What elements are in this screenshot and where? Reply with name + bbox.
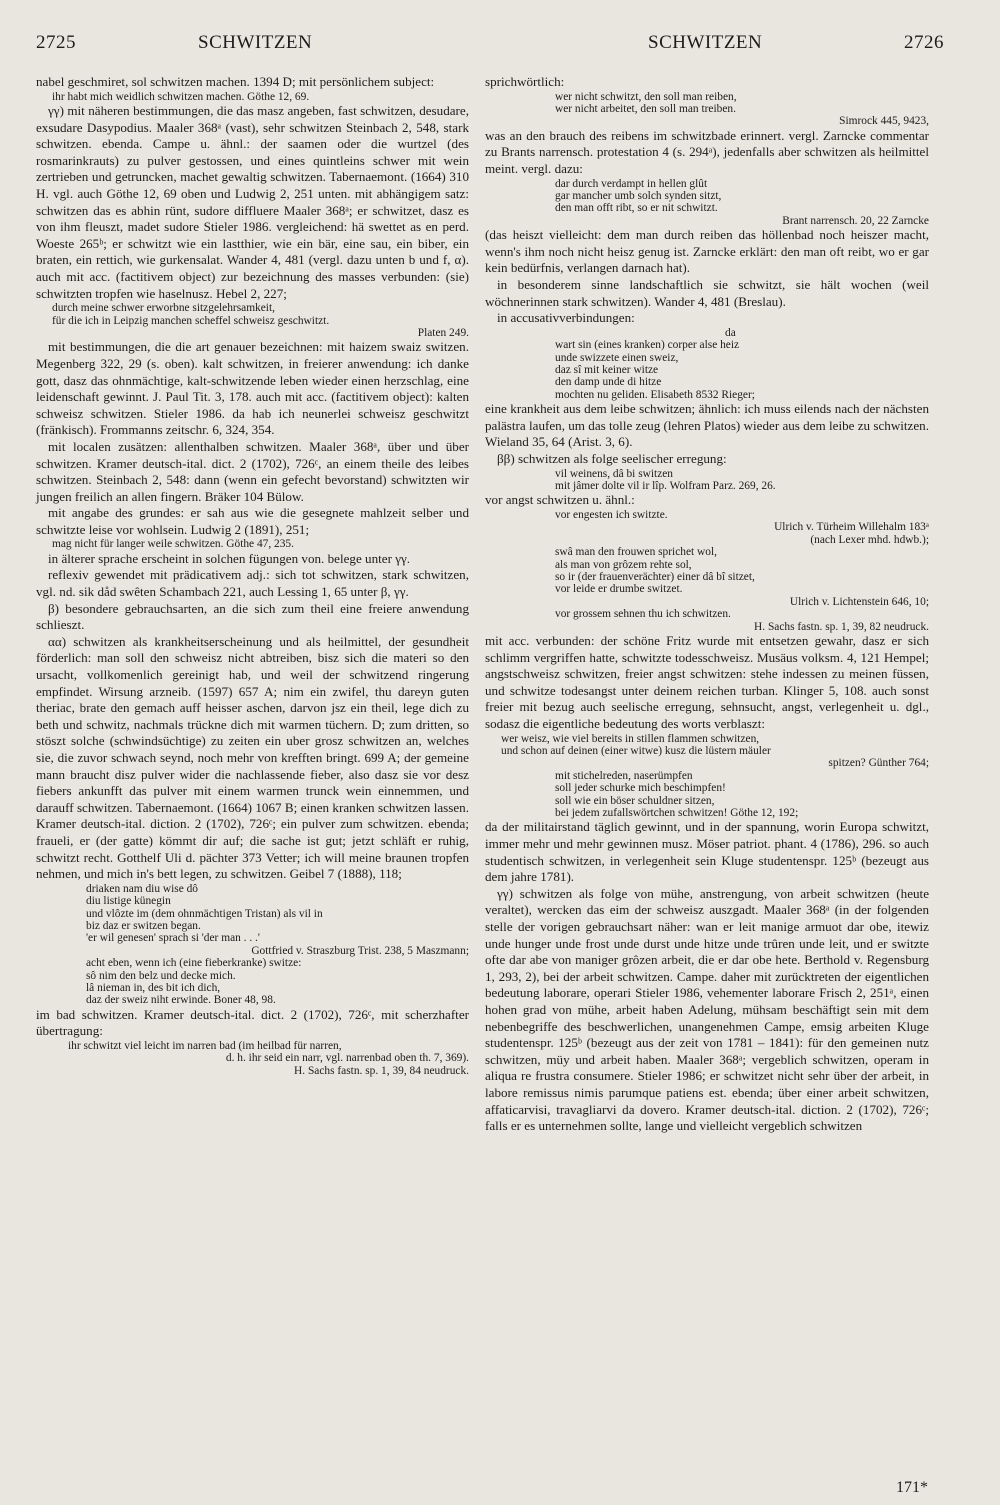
source-ref: Platen 249.	[417, 326, 469, 339]
quote-line: sô nim den belz und decke mich.	[86, 969, 236, 982]
paragraph: mit bestimmungen, die die art genauer bezeichnen: mit haizem swaiz switzen. Megenberg 322, 29 (s. oben). kalt schwitzen, in freierer anwendung: ich danke gott, dasz das ohnmächtige, kalt-schwitzende leben wieder einen herzschlag, eine leidenschaft gewinnt. J. Paul Tit. 3, 178. auch mit acc. (factitivem object): kalten schweisz schwitzen. Stieler 1986. da hab ich neunerlei schweisz geschwitzt (fränkisch). Frommanns zeitschr. 6, 324, 354.	[36, 339, 469, 438]
source-ref: Simrock 445, 9423,	[839, 115, 929, 128]
quote-line: als man von grôzem rehte sol,	[555, 558, 692, 571]
page-number-right: 2726	[904, 32, 944, 53]
quote-line: den damp unde di hitze	[555, 376, 662, 389]
paragraph: mit localen zusätzen: allenthalben schwitzen. Maaler 368ᵃ, über und über schwitzen. Kramer deutsch-ital. dict. 2 (1702), 726ᶜ, an einem theile des leibes schwitzen. Steinbach 2, 548: dann (wenn ein gefecht bevorstand) schwitzten wir jungen freilich an allen fingern. Bräker 104 Bülow.	[36, 438, 469, 504]
page-number-left: 2725	[36, 32, 76, 53]
quote-line: driaken nam diu wise dô	[86, 882, 198, 895]
quote-line: und vlôzte im (dem ohnmächtigen Tristan) als vil in	[86, 907, 323, 920]
paragraph: αα) schwitzen als krankheitserscheinung und als heilmittel, der gesundheit förderlich: man soll den schweisz nicht abtreiben, bisz sich die materi so den ursacht, vollkomenlich gereinigt hab, und weil der schwitzend ringerung empfindet. Wirsung arzneib. (1597) 657 A; nim ein zwifel, thu dareyn guten theriac, brate den gemach auff heisser aschen, darvon jsz ein theil, lege dich zu beth und schwitz, nachmals trückne dich mit warmen tüchern. D; zum dritten, so stöszt solche (schwindsüchtige) zu zeiten ein uber grosz schwitzen an, welches sie, die zuvor schwach seynd, noch mehr von krefften bringt. 699 A; der gemeine mann braucht disz pulver wider die nachlassende fieber, also dasz sie vor desz fiebers ankunfft das pulver mit einem warmen trunck wein einnemmen, und darauff schwitzen. Tabernaemont. (1664) 1067 B; einen kranken schwitzen lassen. Kramer deutsch-ital. diction. 2 (1702), 726ᶜ; ein pulver zum schwitzen. ebenda; fraueli, er (der gatte) kömmt dir auf; die sache ist gut; jetzt schläft er ruhig, schwitzt recht. Gotthelf Uli d. pächter 373 Vetter; ich will meine braunen tropfen nehmen, und mich in's bett legen, zu schwitzen. Geibel 7 (1888), 118;	[36, 633, 469, 882]
paragraph: mit acc. verbunden: der schöne Fritz wurde mit entsetzen gewahr, dasz er sich schlimm vergriffen hatte, schwitzte todesschweisz. Musäus volksm. 4, 121 Hempel; angstschweisz schwitzen, freier angst schwitzen: stehe indessen zu meinen füssen, und schwitze todesangst unter deinem reichen turban. Klinger 5, 108. auch sonst freier mit bezug auch seelische erregung, sehnsucht, angst, verlegenheit u. dgl., sodasz die eigentliche bedeutung des worts verblaszt:	[485, 633, 929, 732]
paragraph: ββ) schwitzen als folge seelischer erregung:	[497, 451, 727, 466]
right-column	[485, 74, 929, 1135]
signature-mark: 171*	[896, 1479, 928, 1496]
paragraph: β) besondere gebrauchsarten, an die sich zum theil eine freiere anwendung schlieszt.	[36, 600, 469, 633]
quote-line: vor engesten ich switzte.	[555, 509, 668, 521]
quote-line: daz sî mit keiner witze	[555, 364, 659, 376]
source-ref: Ulrich v. Lichtenstein 646, 10;	[789, 595, 929, 608]
quote-line: dar durch verdampt in hellen glût	[555, 177, 708, 190]
quote-line: spitzen? Günther 764;	[828, 757, 929, 770]
paragraph: γγ) schwitzen als folge von mühe, anstrengung, von arbeit schwitzen (heute veraltet), wercken das eim der schweisz auszgadt. Maaler 368ᵃ (in der folgenden stelle der vorigen gebrauchsart näher: wan er leit manige armuot dar obe, itewiz unde hunger unde frost unde durst unde hitze unde trûren unde leit, und er switzte ofte dar abe von maniger grôzen arbeit, die er dar obe hete. Berthold v. Regensburg 1, 293, 2), bei der arbeit schwitzen. Campe. daher mit zurücktreten der eigentlichen bedeutung laborare, operari Stieler 1986, vehementer laborare Frisch 2, 251ᵃ, einen hohen grad von mühe, arbeit haben Adelung, mühsam beschäftigt sein mit dem nebenbegriffe des beschwerlichen, unangenehmen Campe, emsig arbeiten Kluge studentenspr. 125ᵇ (bezeugt aus der zeit von 1781 – 1841): für den gemeinen nutz schwitzen, müy und arbeit haben. Maaler 368ᵃ; vergeblich schwitzen, operam in aliqua re frustra consumere. Stieler 1986; er schwitzet nicht sehr über der arbeit, in labore remissus nimis parumque patiens est. ebenda; über einer arbeit schwitzen, affaticarvisi, travagliarvi da dovero. Kramer deutsch-ital. diction. 2 (1702), 726ᶜ; falls er es unternehmen sollte, lange und vielleicht vergeblich schwitzen	[485, 885, 929, 1134]
quote-line: für die ich in Leipzig manchen scheffel schweisz geschwitzt.	[52, 314, 330, 327]
quote-line: mit jâmer dolte vil ir lîp. Wolfram Parz. 269, 26.	[555, 480, 776, 492]
paragraph: nabel geschmiret, sol schwitzen machen. 1394 D; mit persönlichem subject:	[36, 74, 435, 89]
quote-line: den man offt ribt, so er nit schwitzt.	[555, 202, 718, 215]
paragraph: in accusativverbindungen:	[497, 310, 635, 326]
quote-line: lâ nieman in, des bit ich dich,	[86, 982, 221, 994]
source-ref: Gottfried v. Straszburg Trist. 238, 5 Maszmann;	[251, 944, 469, 957]
quote-line: vor grossem sehnen thu ich schwitzen.	[555, 608, 731, 621]
paragraph: vor angst schwitzen u. ähnl.:	[485, 492, 635, 508]
quote-line: unde swizzete einen sweiz,	[555, 351, 679, 364]
quote-line: ihr schwitzt viel leicht im narren bad (im heilbad für narren,	[68, 1040, 342, 1052]
paragraph: (das heiszt vielleicht: dem man durch reiben das höllenbad noch heiszer macht, wenn's ihm noch nicht heisz genug ist. Zarncke erklärt: den man oft reibt, wo er gar kein bedürfnis, verlangen darnach hat).	[485, 227, 929, 276]
paragraph: da der militairstand täglich gewinnt, und in der spannung, worin Europa schwitzt, immer mehr und mehr gewinnen musz. Möser patriot. phant. 4 (1786), 296. so auch studentisch schwitzen, in verlegenheit sein Kluge studentenspr. 125ᵇ (bezeugt aus dem jahre 1781).	[485, 819, 929, 885]
paragraph: γγ) mit näheren bestimmungen, die das masz angeben, fast schwitzen, desudare, exsudare Dasypodius. Maaler 368ᵃ (vast), sehr schwitzen Steinbach 2, 548, stark schwitzen. ebenda. Campe u. ähnl.: der saamen oder die wurtzel (des rosmarinkrauts) zu pulver gestossen, und eines quintleins schwer mit wein zertrieben und getruncken, machet gewaltig schwitzen. Tabernaemont. (1664) 310 H. vgl. auch Göthe 12, 69 oben und Ludwig 2, 251 unten. mit abhängigem satz: schwitzen das es abhin rünt, sudore diffluere Maaler 368ᵃ; er schwitzet, dasz es von ihm fleuszt, madet sudore Stieler 1986. vergleichend: hä swettet as en perd. Woeste 265ᵇ; er schwitzt wie ein lastthier, wie ein bär, eine sau, ein biber, ein braten, ein rettich, wie gurkensalat. Wander 4, 481 (vergl. dazu unten b und f, α). auch mit acc. (factitivem object) zur bezeichnung des masses verbunden: (sie) schwitzten tropfen wie haselnusz. Hebel 2, 227;	[36, 103, 469, 301]
paragraph: in besonderem sinne landschaftlich sie schwitzt, sie hält wochen (weil wöchnerinnen stark schwitzen). Wander 4, 481 (Breslau).	[485, 277, 929, 309]
paragraph: mit angabe des grundes: er sah aus wie die gesegnete mahlzeit selber und schwitzte leise vor wohlsein. Ludwig 2 (1891), 251;	[36, 505, 469, 537]
quote-line: bei jedem zufallswörtchen schwitzen! Göthe 12, 192;	[555, 807, 799, 820]
quote-line: und schon auf deinen (einer witwe) kusz die lüstern mäuler	[501, 745, 771, 758]
quote-line: gar mancher umb solch synden sitzt,	[555, 190, 722, 202]
paragraph: im bad schwitzen. Kramer deutsch-ital. dict. 2 (1702), 726ᶜ, mit scherzhafter übertragung:	[36, 1006, 469, 1039]
quote-line: mochten nu geliden. Elisabeth 8532 Rieger;	[555, 388, 755, 401]
quote-line: da	[725, 326, 736, 339]
left-column	[36, 74, 469, 1077]
quote-line: ihr habt mich weidlich schwitzen machen. Göthe 12, 69.	[52, 90, 310, 103]
quote-line: d. h. ihr seid ein narr, vgl. narrenbad oben th. 7, 369).	[225, 1052, 469, 1065]
source-ref: (nach Lexer mhd. hdwb.);	[810, 533, 929, 546]
paragraph: in älterer sprache erscheint in solchen fügungen von. belege unter γγ.	[48, 550, 411, 566]
quote-line: soll wie ein böser schuldner sitzen,	[555, 794, 715, 807]
running-head-right: SCHWITZEN	[648, 32, 763, 53]
quote-line: wart sin (eines kranken) corper alse heiz	[555, 339, 740, 352]
quote-line: wer nicht arbeitet, den soll man treiben.	[555, 103, 736, 115]
quote-line: 'er wil genesen' sprach si 'der man . . .'	[86, 932, 260, 945]
quote-line: so ir (der frauenverächter) einer dâ bî sitzet,	[555, 571, 755, 584]
quote-line: wer nicht schwitzt, den soll man reiben,	[555, 90, 737, 103]
quote-line: vor leide er drumbe switzet.	[555, 583, 683, 596]
source-ref: Brant narrensch. 20, 22 Zarncke	[782, 214, 929, 227]
quote-line: mag nicht für langer weile schwitzen. Göthe 47, 235.	[52, 538, 294, 551]
paragraph: eine krankheit aus dem leibe schwitzen; ähnlich: ich muss eilends nach der nächsten palästra laufen, um das tolle zeug (lehren Platos) wieder aus dem leibe zu schwitzen. Wieland 35, 64 (Arist. 3, 6).	[485, 401, 929, 450]
paragraph: reflexiv gewendet mit prädicativem adj.: sich tot schwitzen, stark schwitzen, vgl. nd. sik dåd swêten Schambach 221, auch Lessing 1, 65 unter β, γγ.	[36, 567, 469, 600]
source-ref: H. Sachs fastn. sp. 1, 39, 82 neudruck.	[754, 620, 929, 633]
paragraph: was an den brauch des reibens im schwitzbade erinnert. vergl. Zarncke commentar zu Brants narrensch. protestation 4 (s. 294ᵃ), jedenfalls aber schwitzen als heilmittel meint. vergl. dazu:	[485, 127, 929, 176]
quote-line: biz daz er switzen began.	[86, 919, 201, 932]
quote-line: diu listige künegin	[86, 895, 171, 908]
paragraph: sprichwörtlich:	[485, 74, 565, 89]
quote-line: wer weisz, wie viel bereits in stillen flammen schwitzen,	[501, 732, 760, 745]
quote-line: swâ man den frouwen sprichet wol,	[555, 546, 717, 559]
quote-line: daz der sweiz niht erwinde. Boner 48, 98.	[86, 994, 276, 1007]
quote-line: vil weinens, dâ bi switzen	[555, 467, 673, 480]
quote-line: mit stichelreden, naserümpfen	[555, 769, 693, 782]
quote-line: acht eben, wenn ich (eine fieberkranke) switze:	[86, 957, 302, 970]
quote-line: durch meine schwer erworbne sitzgelehrsamkeit,	[52, 302, 275, 315]
source-ref: Ulrich v. Türheim Willehalm 183ᵃ	[774, 521, 929, 534]
quote-line: soll jeder schurke mich beschimpfen!	[555, 782, 726, 795]
running-head-left: SCHWITZEN	[198, 32, 313, 53]
source-ref: H. Sachs fastn. sp. 1, 39, 84 neudruck.	[294, 1064, 469, 1077]
